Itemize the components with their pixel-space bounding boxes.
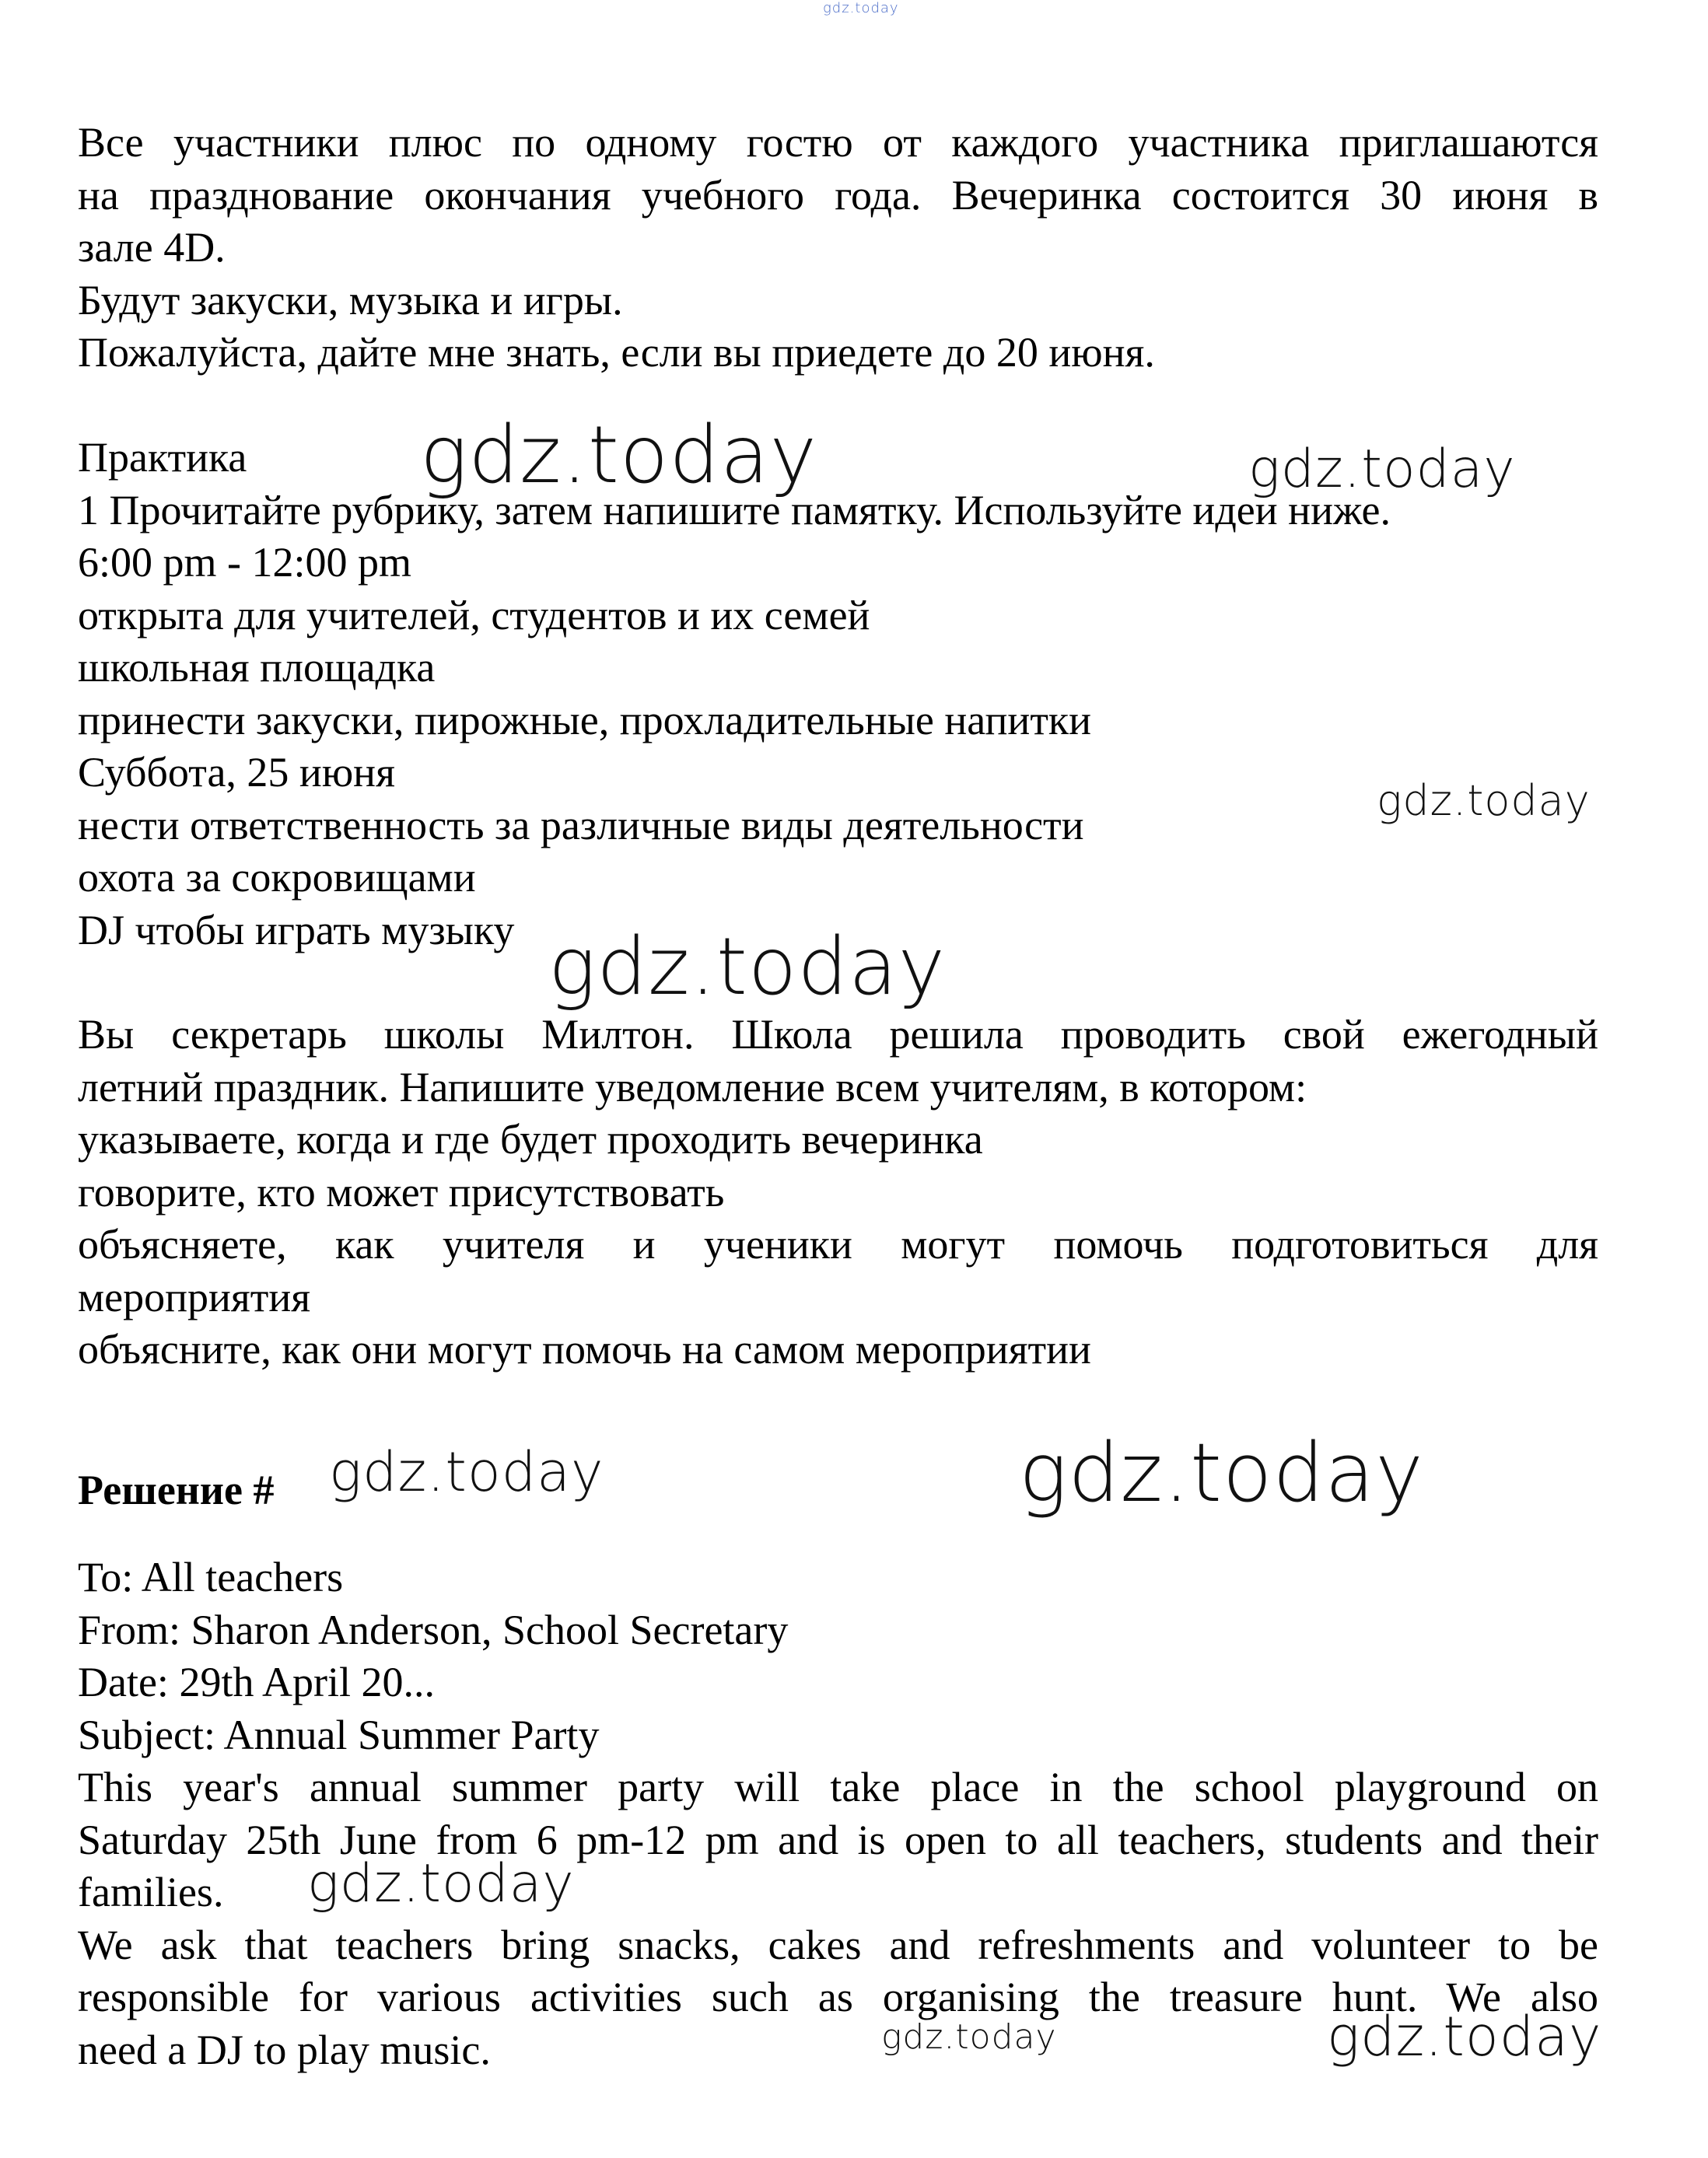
memo-paragraph-line: We ask that teachers bring snacks, cakes and refreshments and volunteer to be	[78, 1921, 1598, 1968]
memo-paragraph-line: responsible for various activities such as organising the treasure hunt. We also	[78, 1974, 1598, 2020]
watermark: gdz.today	[1377, 776, 1591, 825]
watermark: gdz.today	[420, 409, 817, 502]
rubric-line: Вы секретарь школы Милтон. Школа решила проводить свой ежегодный	[78, 1011, 1598, 1058]
intro-line: на празднование окончания учебного года. Вечеринка состоится 30 июня в	[78, 171, 1598, 219]
memo	[78, 1551, 1598, 2076]
idea-item: DJ чтобы играть музыку	[78, 906, 515, 953]
rubric-line: говорите, кто может присутствовать	[78, 1168, 725, 1215]
intro-line: зале 4D.	[78, 224, 226, 271]
memo-paragraph-line: need a DJ to play music.	[78, 2026, 491, 2073]
rubric-line: летний праздник. Напишите уведомление всем учителям, в котором:	[78, 1063, 1307, 1110]
memo-from: From: Sharon Anderson, School Secretary	[78, 1606, 789, 1653]
idea-item: охота за сокровищами	[78, 854, 476, 901]
watermark: gdz.today	[1019, 1425, 1424, 1520]
idea-item: 6:00 pm - 12:00 pm	[78, 539, 411, 586]
idea-item: принести закуски, пирожные, прохладительные напитки	[78, 696, 1092, 743]
practice-task: 1 Прочитайте рубрику, затем напишите памятку. Используйте идеи ниже.	[78, 486, 1391, 533]
rubric-line: мероприятия	[78, 1273, 311, 1320]
idea-item: открыта для учителей, студентов и их семей	[78, 591, 870, 638]
practice-title: Практика	[78, 434, 247, 481]
rubric-paragraph	[78, 1009, 1598, 1376]
intro-line: Все участники плюс по одному гостю от каждого участника приглашаются	[78, 119, 1598, 166]
watermark: gdz.today	[1248, 439, 1516, 500]
idea-item: Суббота, 25 июня	[78, 749, 395, 796]
watermark: gdz.today	[329, 1440, 604, 1504]
idea-item: нести ответственность за различные виды деятельности	[78, 801, 1084, 848]
idea-item: школьная площадка	[78, 644, 436, 691]
watermark: gdz.today	[307, 1853, 575, 1915]
solution-heading-text: Решение #	[78, 1467, 275, 1513]
intro-line: Пожалуйста, дайте мне знать, если вы приедете до 20 июня.	[78, 329, 1155, 376]
intro-line: Будут закуски, музыка и игры.	[78, 276, 623, 324]
rubric-line: объясните, как они могут помочь на самом мероприятии	[78, 1326, 1091, 1373]
memo-subject: Subject: Annual Summer Party	[78, 1711, 600, 1758]
rubric-line: объясняете, как учителя и ученики могут помочь подготовиться для	[78, 1221, 1598, 1268]
watermark: gdz.today	[881, 2017, 1057, 2057]
practice-section	[78, 432, 1598, 957]
watermark: gdz.today	[1327, 2005, 1602, 2069]
memo-paragraph-line: This year's annual summer party will take place in the school playground on	[78, 1764, 1598, 1810]
memo-paragraph-line: families.	[78, 1869, 224, 1915]
intro-paragraph	[78, 117, 1598, 379]
memo-date: Date: 29th April 20...	[78, 1659, 435, 1705]
memo-to: To: All teachers	[78, 1554, 344, 1600]
rubric-line: указываете, когда и где будет проходить вечеринка	[78, 1116, 983, 1163]
memo-paragraph-line: Saturday 25th June from 6 pm-12 pm and is open to all teachers, students and their	[78, 1816, 1598, 1863]
watermark: gdz.today	[548, 921, 946, 1013]
header-watermark: gdz.today	[823, 0, 899, 16]
